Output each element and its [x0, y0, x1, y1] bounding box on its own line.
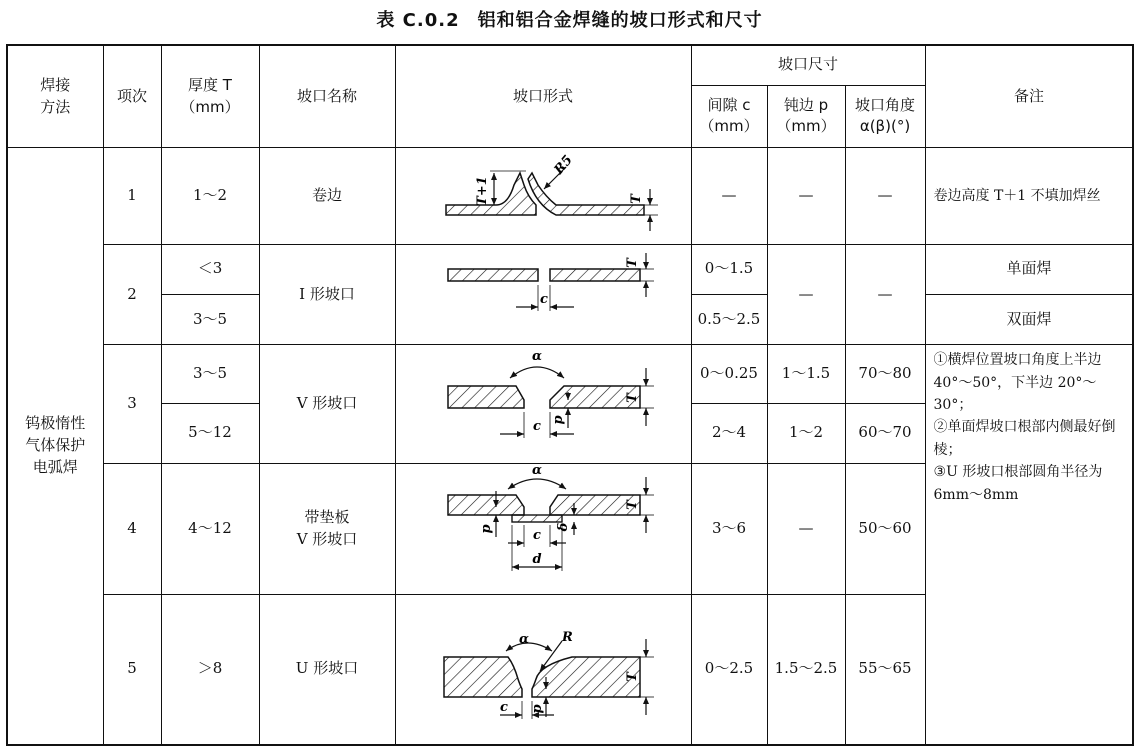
root-1: —: [767, 148, 845, 245]
label-gap: c: [499, 700, 508, 716]
diagram-v-groove: [395, 345, 691, 464]
groove-name-5: U 形坡口: [259, 594, 395, 745]
table-title: [0, 6, 1139, 36]
thickness-1: 1～2: [161, 148, 259, 245]
gap-2a: 0～1.5: [691, 244, 767, 294]
thickness-2a: ＜3: [161, 244, 259, 294]
header-item: 项次: [103, 45, 161, 148]
header-remarks: 备注: [925, 45, 1133, 148]
label-root-face: p: [478, 524, 494, 534]
diagram-i-groove: [395, 244, 691, 345]
item-3: 3: [103, 345, 161, 464]
label-thickness: T: [624, 393, 640, 403]
label-gap: c: [532, 527, 541, 543]
diagram-u-groove: [395, 594, 691, 745]
groove-table: [6, 44, 1134, 746]
label-thickness: T: [624, 258, 640, 269]
gap-4: 3～6: [691, 463, 767, 594]
label-backing: δ: [555, 522, 571, 532]
angle-4: 50～60: [845, 463, 925, 594]
label-width: d: [531, 551, 542, 567]
note-item: ③U 形坡口根部圆角半径为 6mm～8mm: [933, 464, 1103, 503]
label-root-face: p: [550, 415, 566, 425]
table-row: [7, 345, 1133, 403]
note-2a: 单面焊: [925, 244, 1133, 294]
header-gap: 间隙 c （mm）: [691, 85, 767, 147]
label-height: T+1: [474, 176, 490, 206]
note-item: ①横焊位置坡口角度上半边 40°～50°，下半边 20°～30°；: [933, 352, 1102, 413]
thickness-4: 4～12: [161, 463, 259, 594]
table-row: [7, 148, 1133, 245]
flanged-edge-diagram: [396, 149, 692, 243]
label-angle: α: [531, 464, 542, 478]
header-groove-form: 坡口形式: [395, 45, 691, 148]
label-thickness: T: [624, 499, 640, 510]
note-2b: 双面焊: [925, 294, 1133, 344]
thickness-2b: 3～5: [161, 294, 259, 344]
root-4: —: [767, 463, 845, 594]
label-radius: R: [561, 630, 573, 646]
item-5: 5: [103, 594, 161, 745]
label-angle: α: [531, 349, 542, 364]
gap-2b: 0.5～2.5: [691, 294, 767, 344]
thickness-3b: 5～12: [161, 403, 259, 463]
angle-3b: 60～70: [845, 403, 925, 463]
angle-3a: 70～80: [845, 345, 925, 403]
note-item: ②单面焊坡口根部内侧最好倒棱；: [933, 419, 1116, 458]
note-1: 卷边高度 T＋1 不填加焊丝: [925, 148, 1133, 245]
groove-name-1: 卷边: [259, 148, 395, 245]
item-1: 1: [103, 148, 161, 245]
v-groove-diagram: [396, 346, 692, 462]
angle-5: 55～65: [845, 594, 925, 745]
label-gap: c: [539, 292, 548, 308]
item-2: 2: [103, 244, 161, 345]
header-groove-dims: 坡口尺寸: [691, 45, 925, 85]
label-angle: α: [518, 632, 529, 648]
gap-1: —: [691, 148, 767, 245]
backed-v-groove-diagram: [396, 465, 692, 593]
table-number: 表 C.0.2: [376, 10, 460, 31]
root-5: 1.5～2.5: [767, 594, 845, 745]
header-root-face: 钝边 p （mm）: [767, 85, 845, 147]
header-method: 焊接 方法: [7, 45, 103, 148]
groove-name-2: I 形坡口: [259, 244, 395, 345]
label-radius: R5: [551, 152, 576, 178]
welding-method: 钨极惰性 气体保护 电弧焊: [7, 148, 103, 745]
shared-note: [925, 345, 1133, 745]
root-3b: 1～2: [767, 403, 845, 463]
diagram-flanged-edge: [395, 148, 691, 245]
u-groove-diagram: [396, 595, 692, 743]
header-angle: 坡口角度 α(β)(°): [845, 85, 925, 147]
label-thickness: T: [628, 193, 644, 204]
label-thickness: T: [624, 672, 640, 683]
thickness-5: ＞8: [161, 594, 259, 745]
thickness-3a: 3～5: [161, 345, 259, 403]
i-groove-diagram: [396, 245, 692, 343]
groove-name-4: 带垫板 V 形坡口: [259, 463, 395, 594]
gap-3a: 0～0.25: [691, 345, 767, 403]
gap-3b: 2～4: [691, 403, 767, 463]
label-gap: c: [532, 419, 541, 434]
header-groove-name: 坡口名称: [259, 45, 395, 148]
root-3a: 1～1.5: [767, 345, 845, 403]
label-root-face: p: [529, 704, 545, 714]
table-row: [7, 244, 1133, 294]
item-4: 4: [103, 463, 161, 594]
groove-name-3: V 形坡口: [259, 345, 395, 464]
root-2: —: [767, 244, 845, 345]
gap-5: 0～2.5: [691, 594, 767, 745]
table-title-text: 铝和铝合金焊缝的坡口形式和尺寸: [477, 10, 763, 31]
diagram-backed-v-groove: [395, 463, 691, 594]
header-thickness: 厚度 T （mm）: [161, 45, 259, 148]
angle-2: —: [845, 244, 925, 345]
angle-1: —: [845, 148, 925, 245]
